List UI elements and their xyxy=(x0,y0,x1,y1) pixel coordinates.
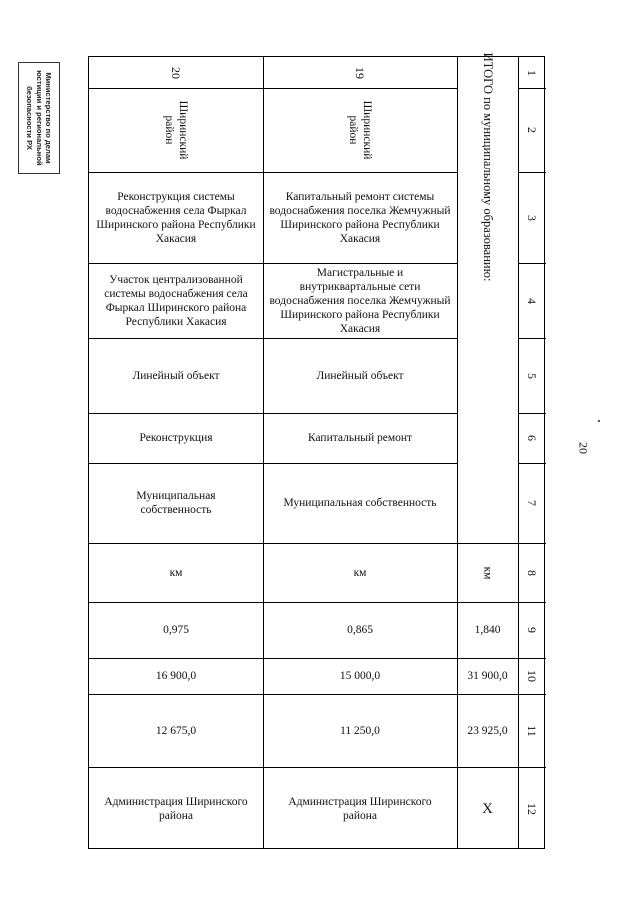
data-table xyxy=(88,52,545,849)
row-19-object-type xyxy=(263,338,457,413)
row-num-text: 20 xyxy=(169,66,183,79)
district-text: Ширинский район xyxy=(163,100,189,160)
col-number xyxy=(518,172,546,263)
col-number-text: 2 xyxy=(525,127,539,133)
col-number xyxy=(518,767,546,850)
col-number xyxy=(518,694,546,767)
unit-text: км xyxy=(353,566,367,579)
row-20-cost-budget xyxy=(89,694,263,767)
row-20-ownership xyxy=(89,463,263,543)
stamp-line: безопасности РХ xyxy=(25,86,35,150)
row-19-district xyxy=(263,88,457,172)
cost-budget-text: 12 675,0 xyxy=(155,724,197,737)
row-19-cost-budget xyxy=(263,694,457,767)
page-number: 20 xyxy=(576,442,591,454)
col-number xyxy=(518,463,546,543)
cost-total-text: 16 900,0 xyxy=(155,670,197,682)
cost-total-text: 15 000,0 xyxy=(339,670,381,682)
stamp-line: юстиции и региональной xyxy=(34,70,44,166)
row-20-customer xyxy=(89,767,263,850)
total-cost-budget-text: 23 925,0 xyxy=(467,724,508,737)
total-label: ИТОГО по муниципальному образованию: xyxy=(480,52,495,282)
col-number-text: 9 xyxy=(525,627,539,633)
col-number-text: 3 xyxy=(525,214,539,221)
total-length xyxy=(457,602,518,658)
row-19-object xyxy=(263,263,457,338)
work-type-text: Реконструкция xyxy=(139,432,213,444)
unit-text: км xyxy=(169,566,183,579)
col-number xyxy=(518,602,546,658)
row-20-length xyxy=(89,602,263,658)
total-customer-text: X xyxy=(482,800,493,817)
row-19-ownership xyxy=(263,463,457,543)
work-type-text: Капитальный ремонт xyxy=(307,432,413,444)
event-text: Реконструкция системы водоснабжения села Фыркал Ширинского района Республики Хакасия xyxy=(96,190,256,245)
col-number xyxy=(518,658,546,694)
cost-budget-text: 11 250,0 xyxy=(340,724,380,737)
customer-text: Администрация Ширинского района xyxy=(288,795,432,822)
row-19-unit xyxy=(263,543,457,602)
col-number xyxy=(518,263,546,338)
total-customer xyxy=(457,767,518,850)
row-20-cost-total xyxy=(89,658,263,694)
row-19-customer xyxy=(263,767,457,850)
stamp-text xyxy=(25,66,53,170)
col-number-text: 5 xyxy=(525,372,539,379)
length-text: 0,975 xyxy=(163,624,189,636)
total-cost-total-text: 31 900,0 xyxy=(467,670,508,682)
object-type-text: Линейный объект xyxy=(316,369,404,382)
col-number-text: 1 xyxy=(525,69,539,76)
row-19-work-type xyxy=(263,413,457,463)
row-20-work-type xyxy=(89,413,263,463)
col-number-text: 7 xyxy=(525,500,539,506)
total-unit xyxy=(457,543,518,602)
col-number-text: 8 xyxy=(525,569,539,576)
registration-stamp xyxy=(18,62,60,174)
col-number xyxy=(518,88,546,172)
row-19-num xyxy=(263,57,457,88)
object-text: Участок централизованной системы водоснабжения села Фыркал Ширинского района Республики Хакасия xyxy=(104,273,248,328)
customer-text: Администрация Ширинского района xyxy=(104,795,248,822)
col-number-text: 10 xyxy=(525,670,539,682)
ownership-text: Муниципальная собственность xyxy=(283,497,437,509)
object-type-text: Линейный объект xyxy=(132,369,220,382)
total-cost-total xyxy=(457,658,518,694)
district-text: Ширинский район xyxy=(347,100,373,160)
row-19-cost-total xyxy=(263,658,457,694)
row-20-event xyxy=(89,172,263,263)
row-num-text: 19 xyxy=(353,66,367,79)
object-text: Магистральные и внутриквартальные сети водоснабжения поселка Жемчужный Ширинского района Республики Хакасия xyxy=(269,266,451,335)
total-length-text: 1,840 xyxy=(474,624,501,636)
row-20-district xyxy=(89,88,263,172)
col-number xyxy=(518,57,546,88)
row-20-unit xyxy=(89,543,263,602)
row-20-object-type xyxy=(89,338,263,413)
row-19-length xyxy=(263,602,457,658)
col-number xyxy=(518,338,546,413)
total-cost-budget xyxy=(457,694,518,767)
total-unit-text: км xyxy=(481,566,494,579)
ownership-text: Муниципальная собственность xyxy=(136,490,216,516)
scan-speck xyxy=(598,420,600,422)
row-20-num xyxy=(89,57,263,88)
stamp-line: Министерство по делам xyxy=(44,72,54,164)
length-text: 0,865 xyxy=(347,624,373,636)
col-number xyxy=(518,413,546,463)
event-text: Капитальный ремонт системы водоснабжения поселка Жемчужный Ширинского района Республики Хакасия xyxy=(269,190,451,245)
col-number-text: 6 xyxy=(525,435,539,441)
col-number-text: 4 xyxy=(525,297,539,304)
row-20-object xyxy=(89,263,263,338)
col-number-text: 12 xyxy=(525,802,539,815)
row-19-event xyxy=(263,172,457,263)
col-number-text: 11 xyxy=(525,724,539,737)
col-number xyxy=(518,543,546,602)
total-label-cell xyxy=(457,52,518,543)
